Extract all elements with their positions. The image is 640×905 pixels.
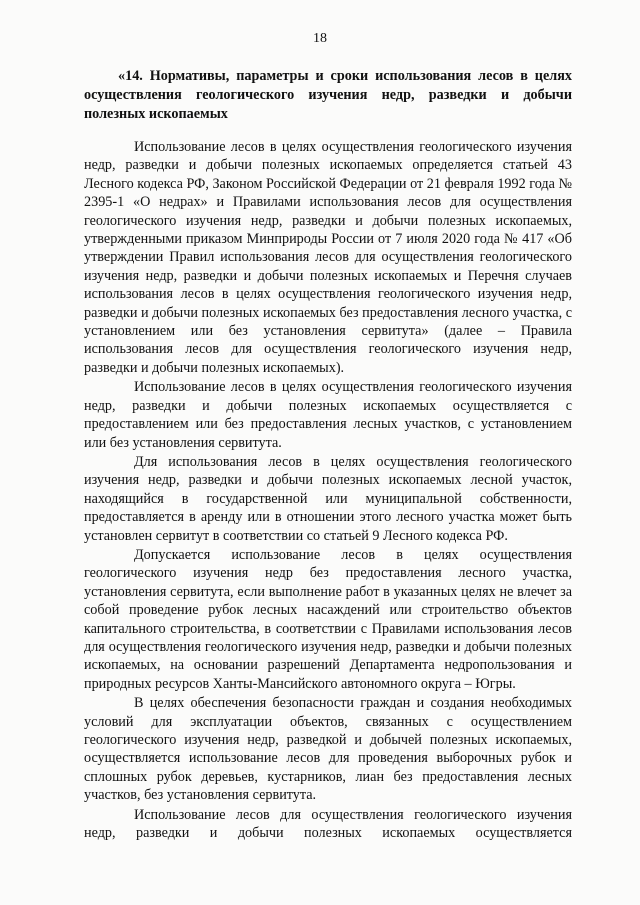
- paragraph-4: Допускается использование лесов в целях осуществления геологического изучения недр без предоставления лесного участка, установления сервитута, если выполнение работ в указанных целях не влечет за собой проведение рубок лесных насаждений или строительство объектов капитального строительства, в соответствии с Правилами использования лесов для осуществления геологического изучения недр, разведки и добычи полезных ископаемых, на основании разрешений Департамента недропользования и природных ресурсов Ханты-Мансийского автономного округа – Югры.: [84, 546, 572, 692]
- paragraph-5: В целях обеспечения безопасности граждан и создания необходимых условий для эксплуатации объектов, связанных с осуществлением геологического изучения недр, разведкой и добычей полезных ископаемых, осуществляется использование лесов для проведения выборочных рубок и сплошных рубок деревьев, кустарников, лиан без предоставления лесных участков, без установления сервитута.: [84, 695, 572, 804]
- document-body: [84, 138, 572, 842]
- paragraph-1: Использование лесов в целях осуществления геологического изучения недр, разведки и добычи полезных ископаемых определяется статьей 43 Лесного кодекса РФ, Законом Российской Федерации от 21 февраля 1992 года № 2395-1 «О недрах» и Правилами использования лесов для осуществления геологического изучения недр, разведки и добычи полезных ископаемых, утвержденными приказом Минприроды России от 7 июля 2020 года № 417 «Об утверждении Правил использования лесов для осуществления геологического изучения недр, разведки и добычи полезных ископаемых и Перечня случаев использования лесов в целях осуществления геологического изучения недр, разведки и добычи полезных ископаемых без предоставления лесного участка, с установлением или без установления сервитута» (далее – Правила использования лесов для осуществления геологического изучения недр, разведки и добычи полезных ископаемых).: [84, 139, 572, 376]
- paragraph-3: Для использования лесов в целях осуществления геологического изучения недр, разведки и добычи полезных ископаемых лесной участок, находящийся в государственной или муниципальной собственности, предоставляется в аренду или в отношении этого лесного участка может быть установлен сервитут в соответствии со статьей 9 Лесного кодекса РФ.: [84, 453, 572, 544]
- page-number: 18: [313, 31, 327, 46]
- paragraph-2: Использование лесов в целях осуществления геологического изучения недр, разведки и добычи полезных ископаемых осуществляется с предоставлением или без предоставления лесных участков, с установлением или без установления сервитута.: [84, 379, 572, 451]
- paragraph-6: Использование лесов для осуществления геологического изучения недр, разведки и добычи полезных ископаемых осуществляется: [84, 806, 572, 842]
- section-heading: «14. Нормативы, параметры и сроки использования лесов в целях осуществления геологического изучения недр, разведки и добычи полезных ископаемых: [84, 68, 572, 122]
